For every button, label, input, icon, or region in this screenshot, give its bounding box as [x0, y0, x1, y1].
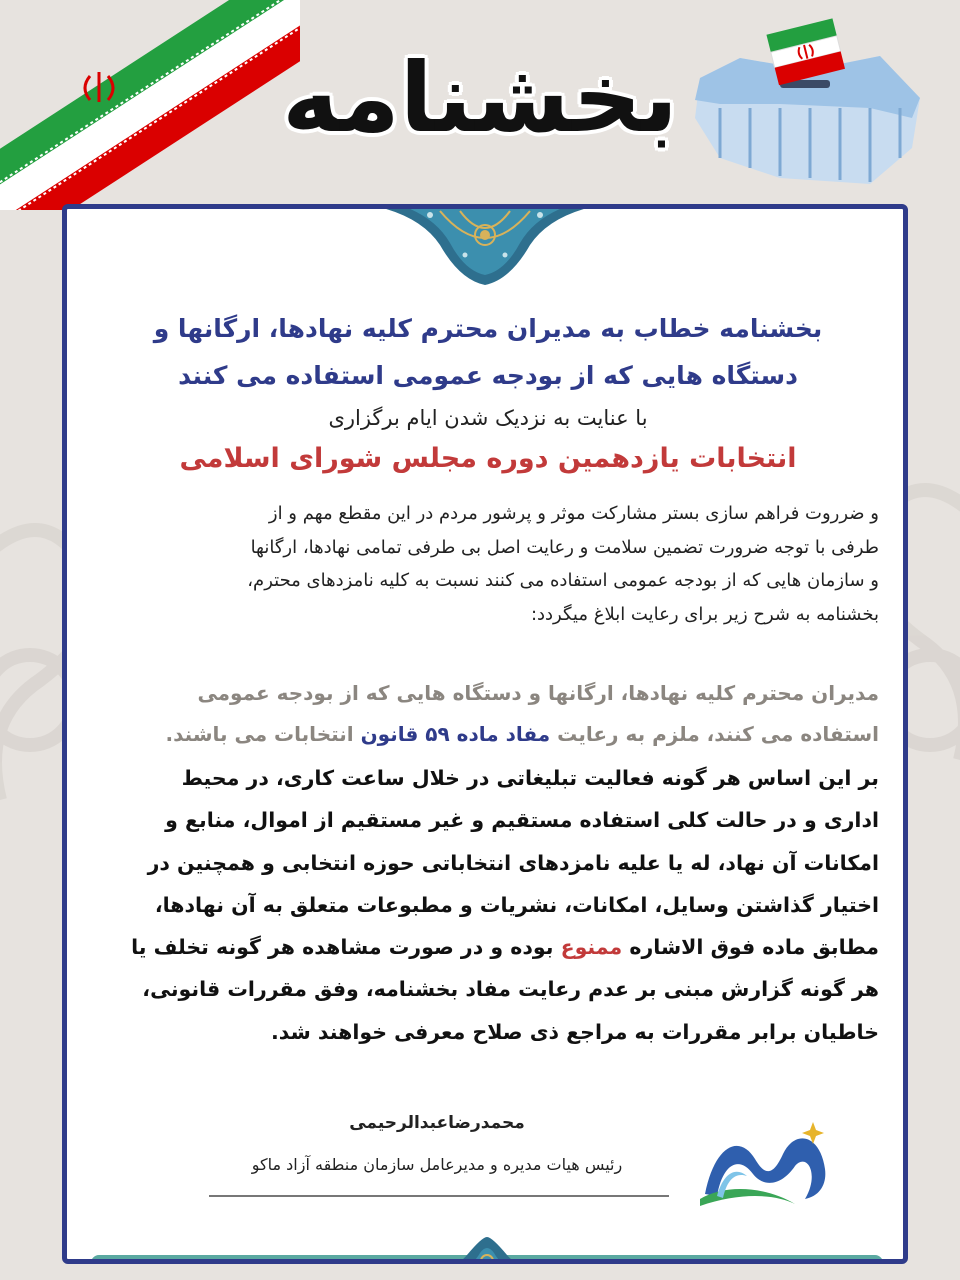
paragraph-3-line: [97, 926, 879, 968]
law-article-highlight: مفاد ماده ۵۹ قانون: [360, 722, 551, 746]
paragraph-3-text: بوده و در صورت مشاهده هر گونه تخلف یا: [131, 935, 554, 960]
footer-medallion-icon: [412, 1237, 562, 1264]
paragraph-3-line: هر گونه گزارش مبنی بر عدم رعایت مفاد بخشنامه، وفق مقررات قانونی،: [142, 977, 879, 1002]
paragraph-3-line: اداری و در حالت کلی استفاده مستقیم و غیر مستقیم از اموال، منابع و: [165, 808, 879, 833]
notice-heading-line: بخشنامه خطاب به مدیران محترم کلیه نهادها، ارگانها و: [153, 314, 823, 343]
paragraph-3-text: مطابق ماده فوق الاشاره: [629, 935, 879, 960]
ballot-box-map-illustration: [680, 8, 930, 198]
paragraph-1-line: و ضرروت فراهم سازی بستر مشارکت موثر و پرشور مردم در این مقطع مهم و از: [268, 503, 879, 524]
election-title: انتخابات یازدهمین دوره مجلس شورای اسلامی: [179, 443, 797, 474]
page-title: بخشنامه: [282, 42, 678, 154]
medallion-ornament-icon: [370, 205, 600, 285]
paragraph-2: [97, 673, 879, 755]
flag-ribbon: [0, 0, 300, 210]
signer-name: محمدرضاعبدالرحیمی: [349, 1113, 525, 1133]
notice-card: [62, 204, 908, 1264]
paragraph-1-line: بخشنامه به شرح زیر برای رعایت ابلاغ میگردد:: [530, 603, 879, 625]
paragraph-3-line: امکانات آن نهاد، له یا علیه نامزدهای انتخاباتی حوزه انتخابی و همچنین در: [147, 850, 879, 875]
paragraph-1: [97, 497, 879, 631]
paragraph-2-line: مدیران محترم کلیه نهادها، ارگانها و دستگاه هایی که از بودجه عمومی: [197, 681, 879, 705]
paragraph-1-line: و سازمان هایی که از بودجه عمومی استفاده می کنند نسبت به کلیه نامزدهای محترم،: [247, 570, 879, 591]
paragraph-2-line: [97, 714, 879, 755]
paragraph-2-text: استفاده می کنند، ملزم به رعایت: [557, 722, 879, 746]
paragraph-3-line: خاطیان برابر مقررات به مراجع ذی صلاح معرفی خواهند شد.: [270, 1019, 879, 1044]
paragraph-3: [97, 757, 879, 1053]
paragraph-1-line: طرفی با توجه ضرورت تضمین سلامت و رعایت اصل بی طرفی تمامی نهادها، ارگانها: [250, 536, 879, 558]
maku-free-zone-logo-icon: [695, 1114, 835, 1214]
notice-heading-line: دستگاه هایی که از بودجه عمومی استفاده می کنند: [178, 361, 798, 390]
notice-heading: [97, 305, 879, 399]
paragraph-3-line: بر این اساس هر گونه فعالیت تبلیغاتی در خلال ساعت کاری، در محیط: [181, 766, 879, 790]
paragraph-3-line: اختیار گذاشتن وسایل، امکانات، نشریات و مطبوعات متعلق به آن نهادها،: [154, 892, 879, 917]
signer-title: رئیس هیات مدیره و مدیرعامل سازمان منطقه آزاد ماکو: [251, 1155, 623, 1174]
intro-text: با عنایت به نزدیک شدن ایام برگزاری: [328, 406, 648, 430]
signature-divider: [209, 1195, 669, 1197]
paragraph-2-text: انتخابات می باشند.: [165, 722, 354, 746]
forbidden-highlight: ممنوع: [560, 935, 623, 960]
